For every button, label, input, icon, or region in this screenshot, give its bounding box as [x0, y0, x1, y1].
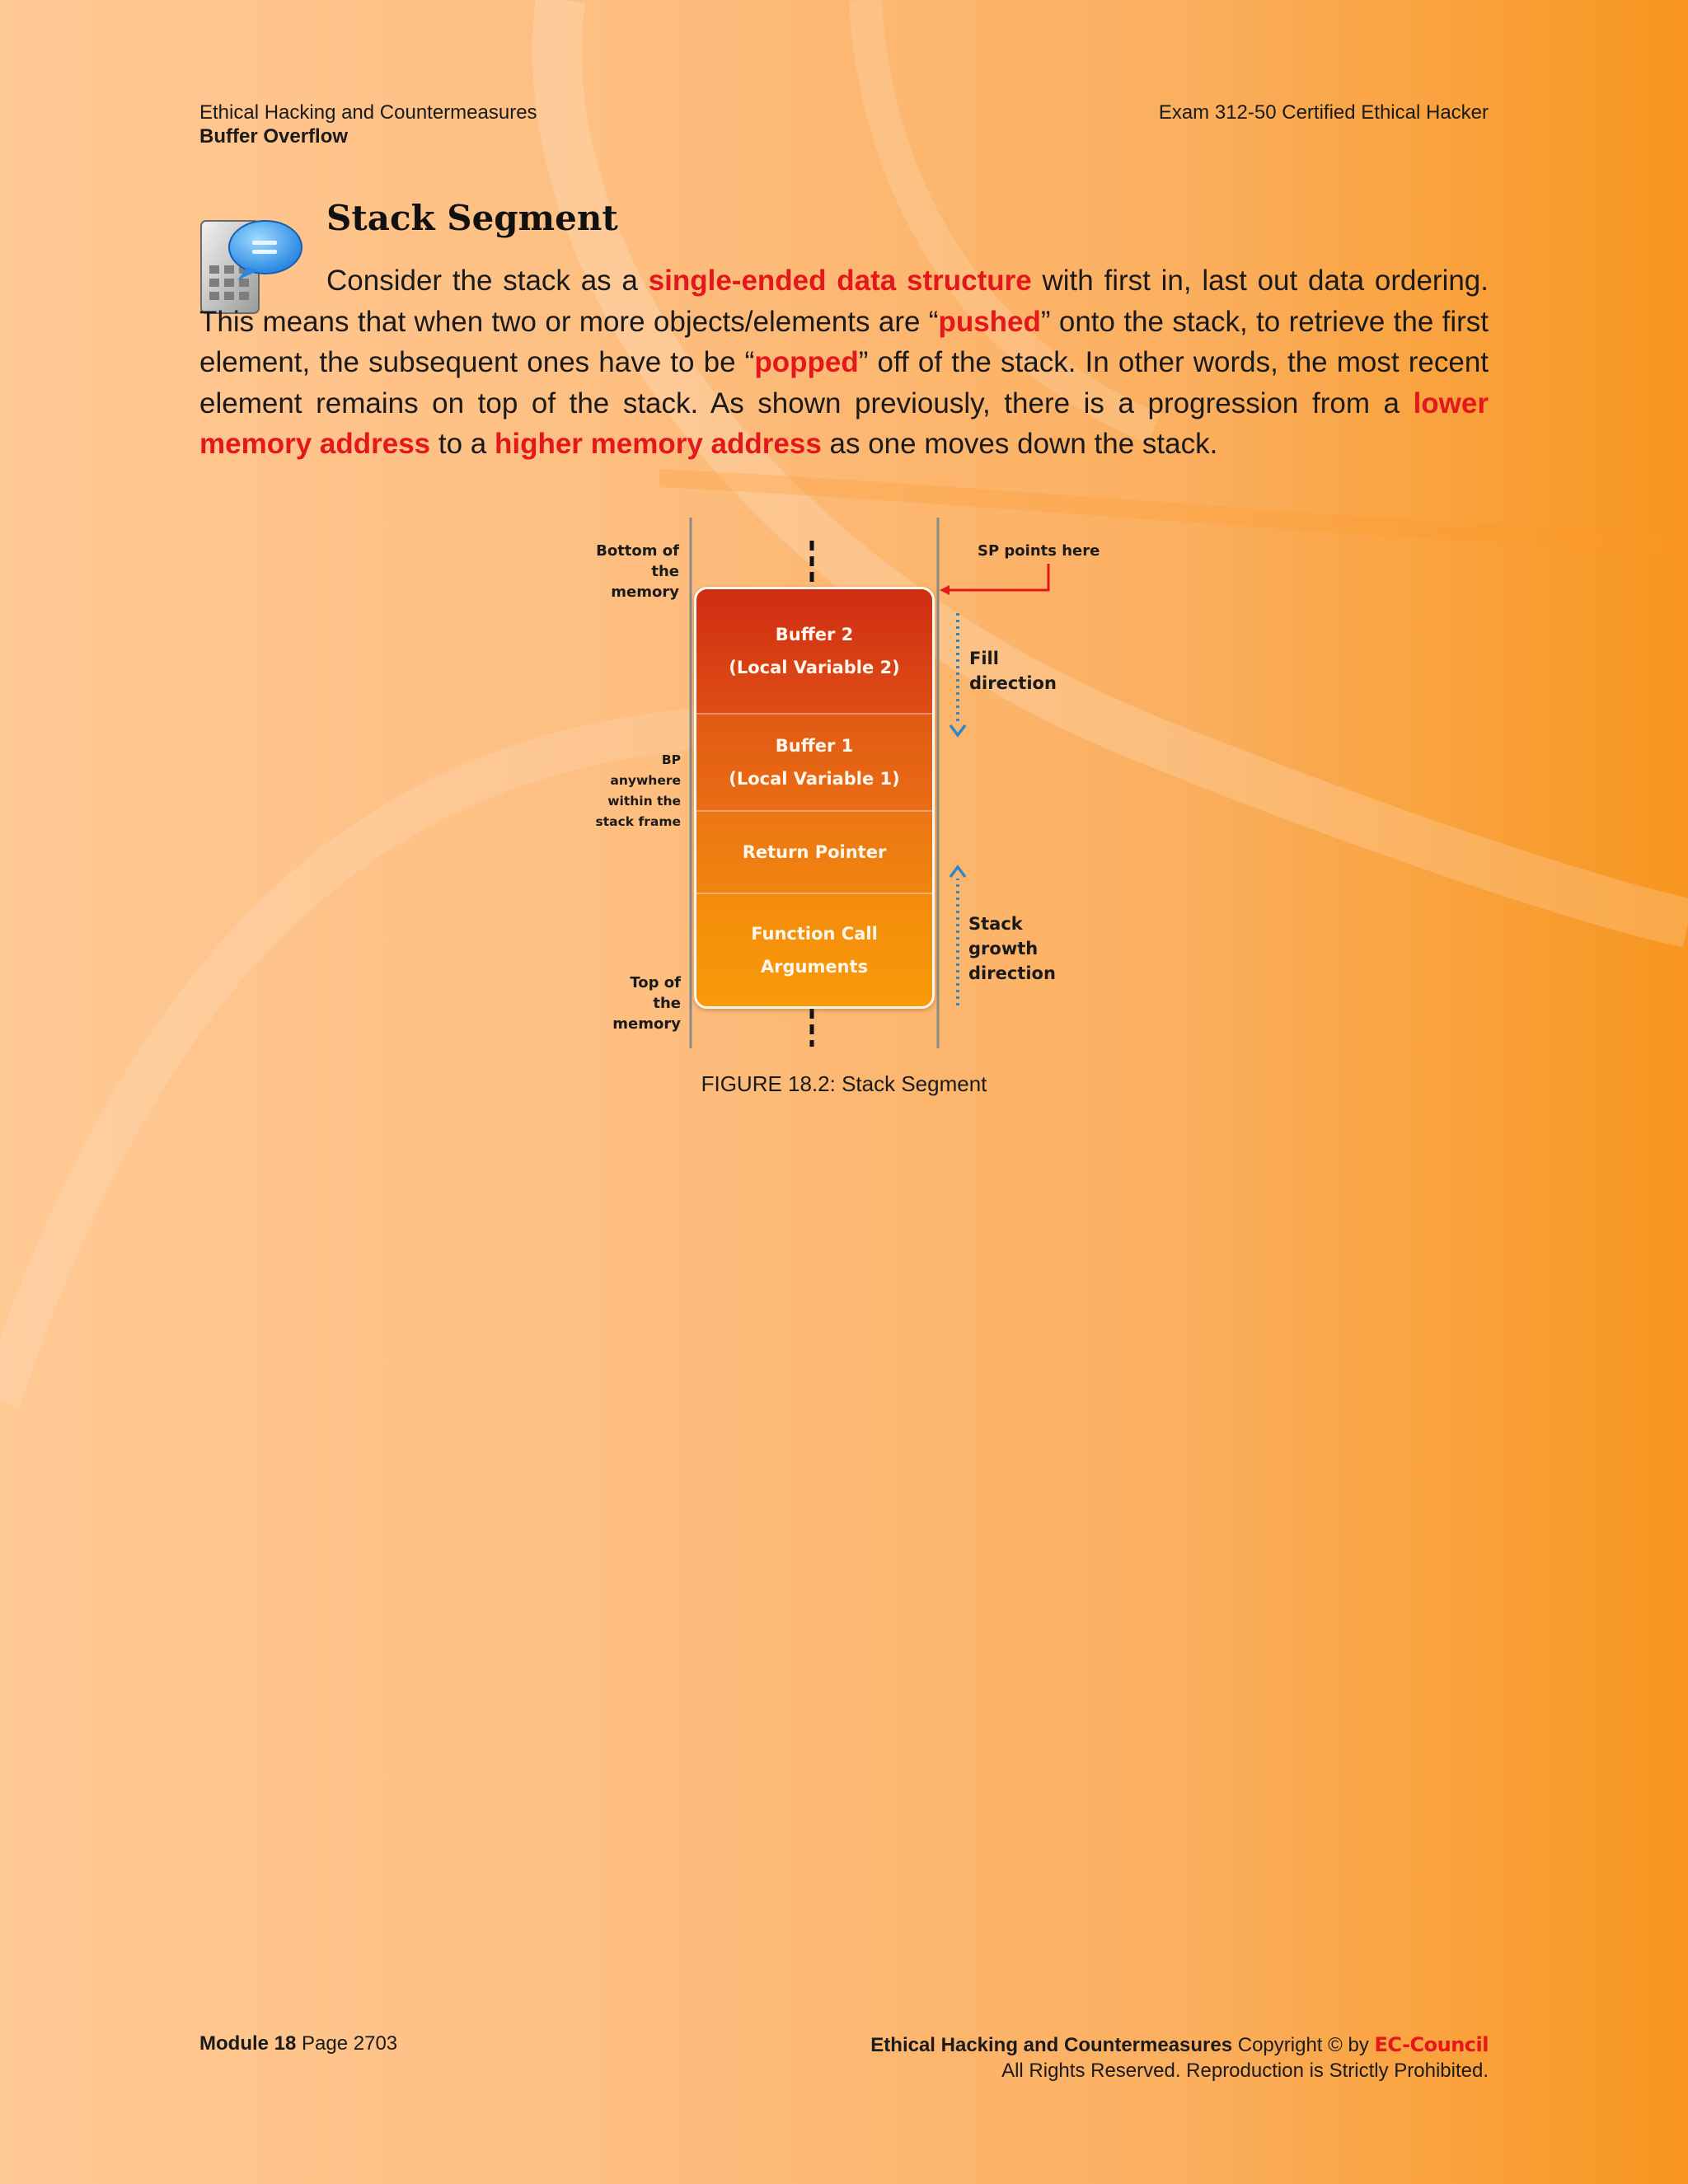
highlighted-term: pushed	[938, 305, 1041, 338]
page-number: Page 2703	[302, 2032, 398, 2055]
fill-arrowhead	[950, 725, 965, 735]
course-title: Ethical Hacking and Countermeasures	[199, 101, 537, 124]
footer-page-info	[199, 2032, 397, 2055]
block-label: Function Call Arguments	[751, 924, 878, 977]
growth-arrowhead	[950, 867, 965, 877]
paragraph-text: ” off of the stack. In other words, the most recent element remains on top of the stack. As shown previously, there is a progression from a	[199, 346, 1489, 419]
paragraph-text: ” onto the stack, to retrieve the first element, the subsequent ones have to be “	[199, 305, 1489, 378]
module-name: Buffer Overflow	[199, 125, 349, 148]
paragraph-text: to a	[430, 428, 495, 460]
stack-segment-figure	[577, 511, 1137, 1055]
figure-caption: FIGURE 18.2: Stack Segment	[701, 1071, 987, 1096]
block-label: Buffer 1 (Local Variable 1)	[729, 736, 900, 789]
sp-pointer-arrow	[946, 564, 1048, 590]
stack-frame	[694, 587, 935, 1009]
copyright-course: Ethical Hacking and Countermeasures	[870, 2034, 1233, 2056]
highlighted-term: lower memory address	[199, 387, 1489, 460]
stack-block-return-pointer	[696, 812, 932, 894]
label-stack-growth: Stack growth direction	[968, 914, 1056, 983]
paragraph-text: with first in, last out data ordering. This means that when two or more objects/elements are “	[199, 265, 1489, 338]
paragraph-text: as one moves down the stack.	[821, 428, 1218, 460]
label-sp-points-here: SP points here	[978, 542, 1100, 560]
block-label: Buffer 2 (Local Variable 2)	[729, 625, 900, 677]
highlighted-term: higher memory address	[494, 428, 822, 460]
stack-block-buffer-1	[696, 715, 932, 812]
sp-arrowhead	[940, 585, 950, 595]
paragraph-text: Consider the stack as a	[326, 265, 649, 297]
copyright-text: Copyright © by	[1237, 2034, 1369, 2056]
block-label: Return Pointer	[742, 842, 887, 862]
body-paragraph	[199, 260, 1489, 465]
stack-block-function-args	[696, 894, 932, 1006]
highlighted-term: popped	[754, 346, 859, 378]
exam-title: Exam 312-50 Certified Ethical Hacker	[1158, 101, 1489, 124]
label-bottom-of-memory: Bottom of the memory	[596, 542, 679, 601]
module-number: Module 18	[199, 2032, 297, 2055]
ec-council-logo: EC-Council	[1374, 2033, 1489, 2056]
section-title: Stack Segment	[326, 198, 618, 238]
rights-reserved: All Rights Reserved. Reproduction is Strictly Prohibited.	[1001, 2060, 1489, 2082]
highlighted-term: single-ended data structure	[648, 265, 1032, 297]
stack-block-buffer-2	[696, 589, 932, 715]
footer-copyright	[870, 2032, 1489, 2083]
running-header-left	[199, 101, 537, 148]
label-bp: BP anywhere within the stack frame	[595, 752, 681, 829]
label-top-of-memory: Top of the memory	[612, 974, 681, 1033]
label-fill-direction: Fill direction	[969, 649, 1057, 693]
